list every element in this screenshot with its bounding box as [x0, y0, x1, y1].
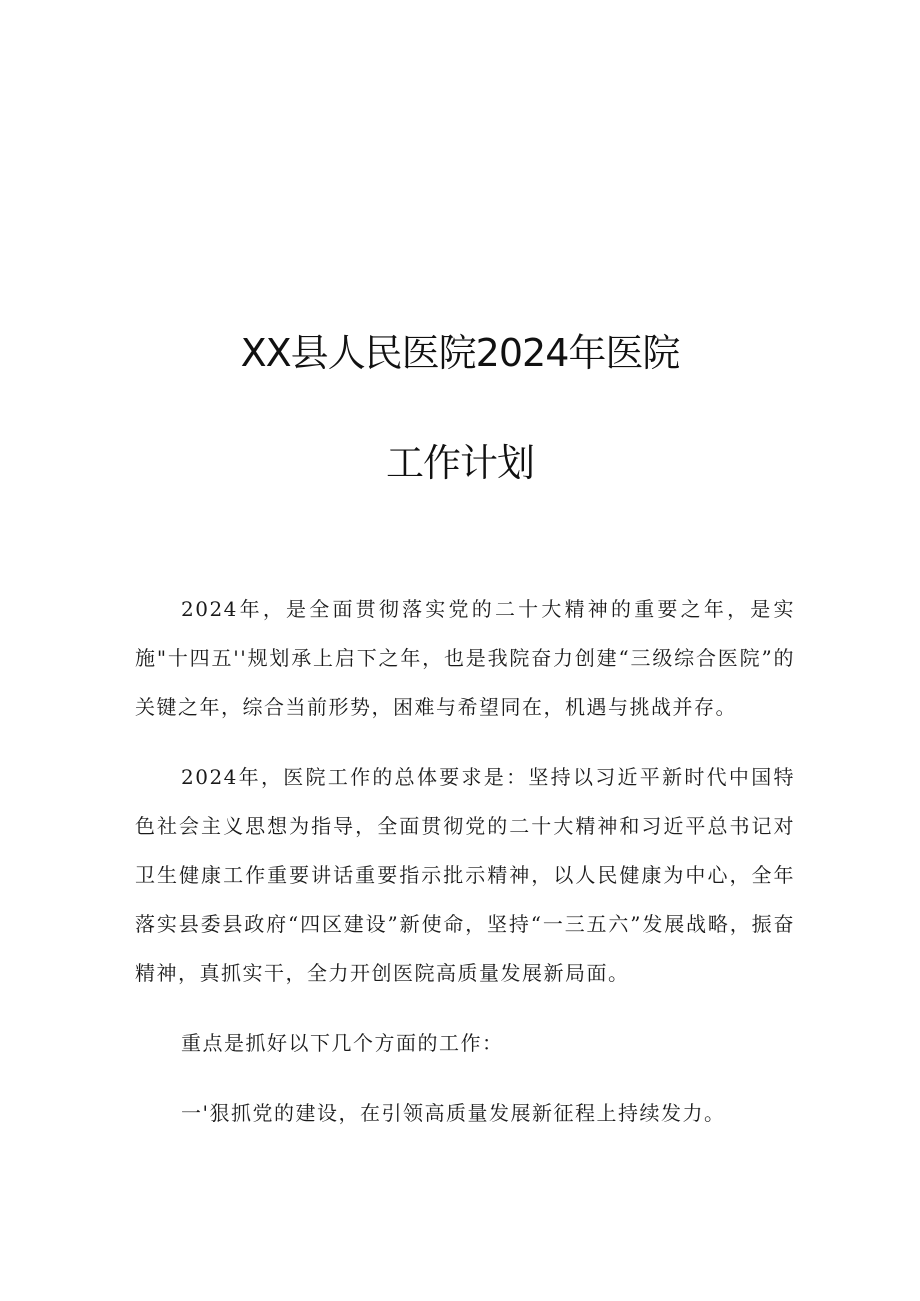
- paragraph-general-requirements: 2024年，医院工作的总体要求是：坚持以习近平新时代中国特色社会主义思想为指导，全面贯彻党的二十大精神和习近平总书记对卫生健康工作重要讲话重要指示批示精神，以人民健康为中心，全年落实县委县政府“四区建设”新使命，坚持“一三五六”发展战略，振奋精神，真抓实干，全力开创医院高质量发展新局面。: [135, 765, 795, 985]
- document-body: [135, 585, 795, 1159]
- paragraph-item-one: 一'狠抓党的建设，在引领高质量发展新征程上持续发力。: [181, 1101, 726, 1125]
- document-title-line-1: XX县人民医院2024年医院: [240, 331, 680, 375]
- document-title-line-2: 工作计划: [385, 441, 534, 485]
- paragraph-intro: 2024年，是全面贯彻落实党的二十大精神的重要之年，是实施"十四五''规划承上启下之年，也是我院奋力创建“三级综合医院”的关键之年，综合当前形势，困难与希望同在，机遇与挑战并存。: [135, 597, 795, 719]
- paragraph-key-points: 重点是抓好以下几个方面的工作：: [181, 1031, 504, 1055]
